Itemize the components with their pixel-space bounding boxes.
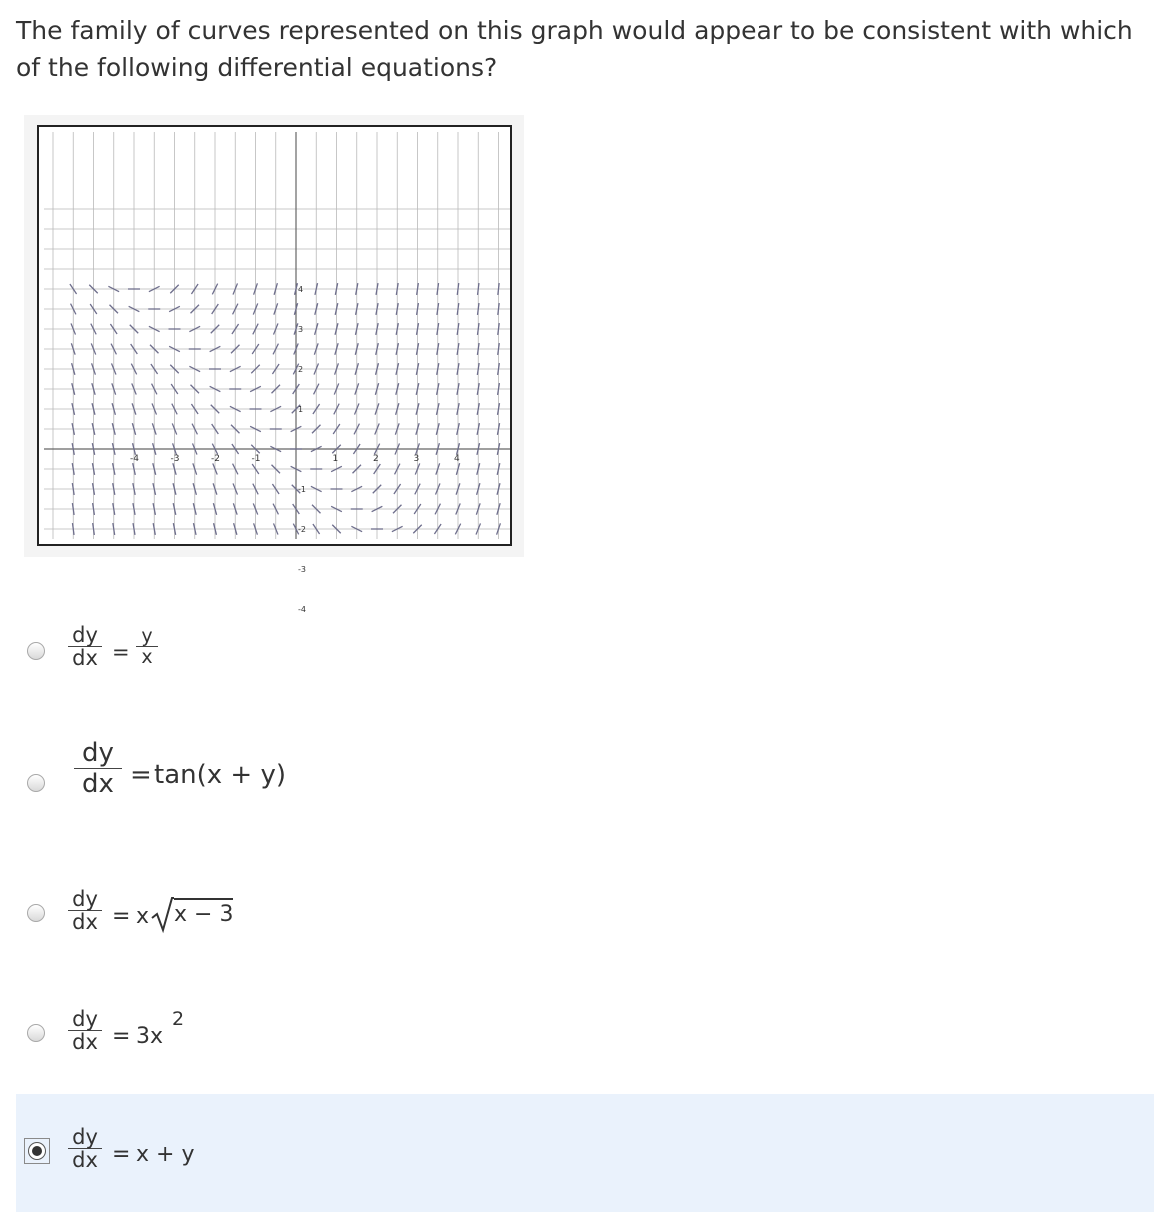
x-tick-label: 1 — [332, 454, 339, 464]
y-tick-label: -4 — [298, 605, 306, 614]
slope-field-frame — [38, 126, 511, 545]
fraction-denominator: dx — [72, 1148, 98, 1172]
fraction-numerator: dy — [82, 738, 114, 768]
answer-option-2[interactable] — [16, 730, 1154, 840]
rhs-numerator: y — [141, 625, 153, 647]
x-tick-label: 3 — [413, 454, 420, 464]
rhs-exponent: 2 — [172, 1008, 185, 1030]
rhs-expression: x + y — [136, 1142, 195, 1167]
y-tick-label: 2 — [298, 365, 304, 374]
slope-field-figure — [24, 115, 524, 614]
fraction-numerator: dy — [72, 623, 98, 647]
answer-option-1[interactable] — [16, 600, 1154, 700]
radio-button[interactable] — [27, 774, 45, 792]
fraction-numerator: dy — [72, 1125, 98, 1149]
rhs-base: 3x — [136, 1024, 164, 1049]
x-tick-label: -4 — [130, 454, 139, 464]
rhs-factor: x — [136, 904, 150, 929]
answer-option-5[interactable] — [16, 1094, 1154, 1212]
slope-field-svg — [24, 115, 524, 614]
radio-button[interactable] — [27, 904, 45, 922]
square-root-sign — [150, 894, 174, 932]
y-tick-label: -3 — [298, 565, 306, 574]
fraction-denominator: dx — [82, 769, 114, 799]
x-tick-label: -2 — [211, 454, 220, 464]
x-tick-label: -3 — [170, 454, 180, 464]
fraction-denominator: dx — [72, 646, 98, 670]
derivative-fraction — [68, 1126, 102, 1171]
y-tick-label: 4 — [298, 285, 304, 294]
fraction-denominator: dx — [72, 1030, 98, 1054]
radio-button[interactable] — [27, 1024, 45, 1042]
equals-sign: = — [112, 640, 130, 664]
fraction-numerator: dy — [72, 1007, 98, 1031]
derivative-fraction — [74, 738, 122, 799]
y-tick-label: -2 — [298, 525, 306, 534]
radio-button-checked[interactable] — [28, 1142, 46, 1160]
equals-sign: = — [130, 760, 152, 790]
equals-sign: = — [112, 1142, 131, 1167]
y-tick-label: -1 — [298, 485, 306, 494]
fraction-denominator: dx — [72, 910, 98, 934]
rhs-fraction — [136, 626, 158, 667]
rhs-expression: tan(x + y) — [154, 760, 286, 790]
derivative-fraction — [68, 888, 102, 933]
derivative-fraction — [68, 1008, 102, 1053]
rhs-denominator: x — [141, 646, 153, 668]
equals-sign: = — [112, 904, 131, 929]
fraction-numerator: dy — [72, 887, 98, 911]
x-tick-label: 4 — [454, 454, 460, 464]
radicand: x − 3 — [174, 898, 233, 927]
question-text: The family of curves represented on this graph would appear to be consistent with which of the following differential equations? — [16, 16, 1133, 82]
y-tick-label: 3 — [298, 325, 304, 334]
y-tick-label: 1 — [298, 405, 304, 414]
derivative-fraction — [68, 624, 102, 669]
equals-sign: = — [112, 1024, 131, 1049]
x-tick-label: 2 — [373, 454, 379, 464]
x-tick-label: -1 — [251, 454, 261, 464]
answer-option-3[interactable] — [16, 870, 1154, 970]
answer-option-4[interactable] — [16, 990, 1154, 1080]
radio-button[interactable] — [27, 642, 45, 660]
